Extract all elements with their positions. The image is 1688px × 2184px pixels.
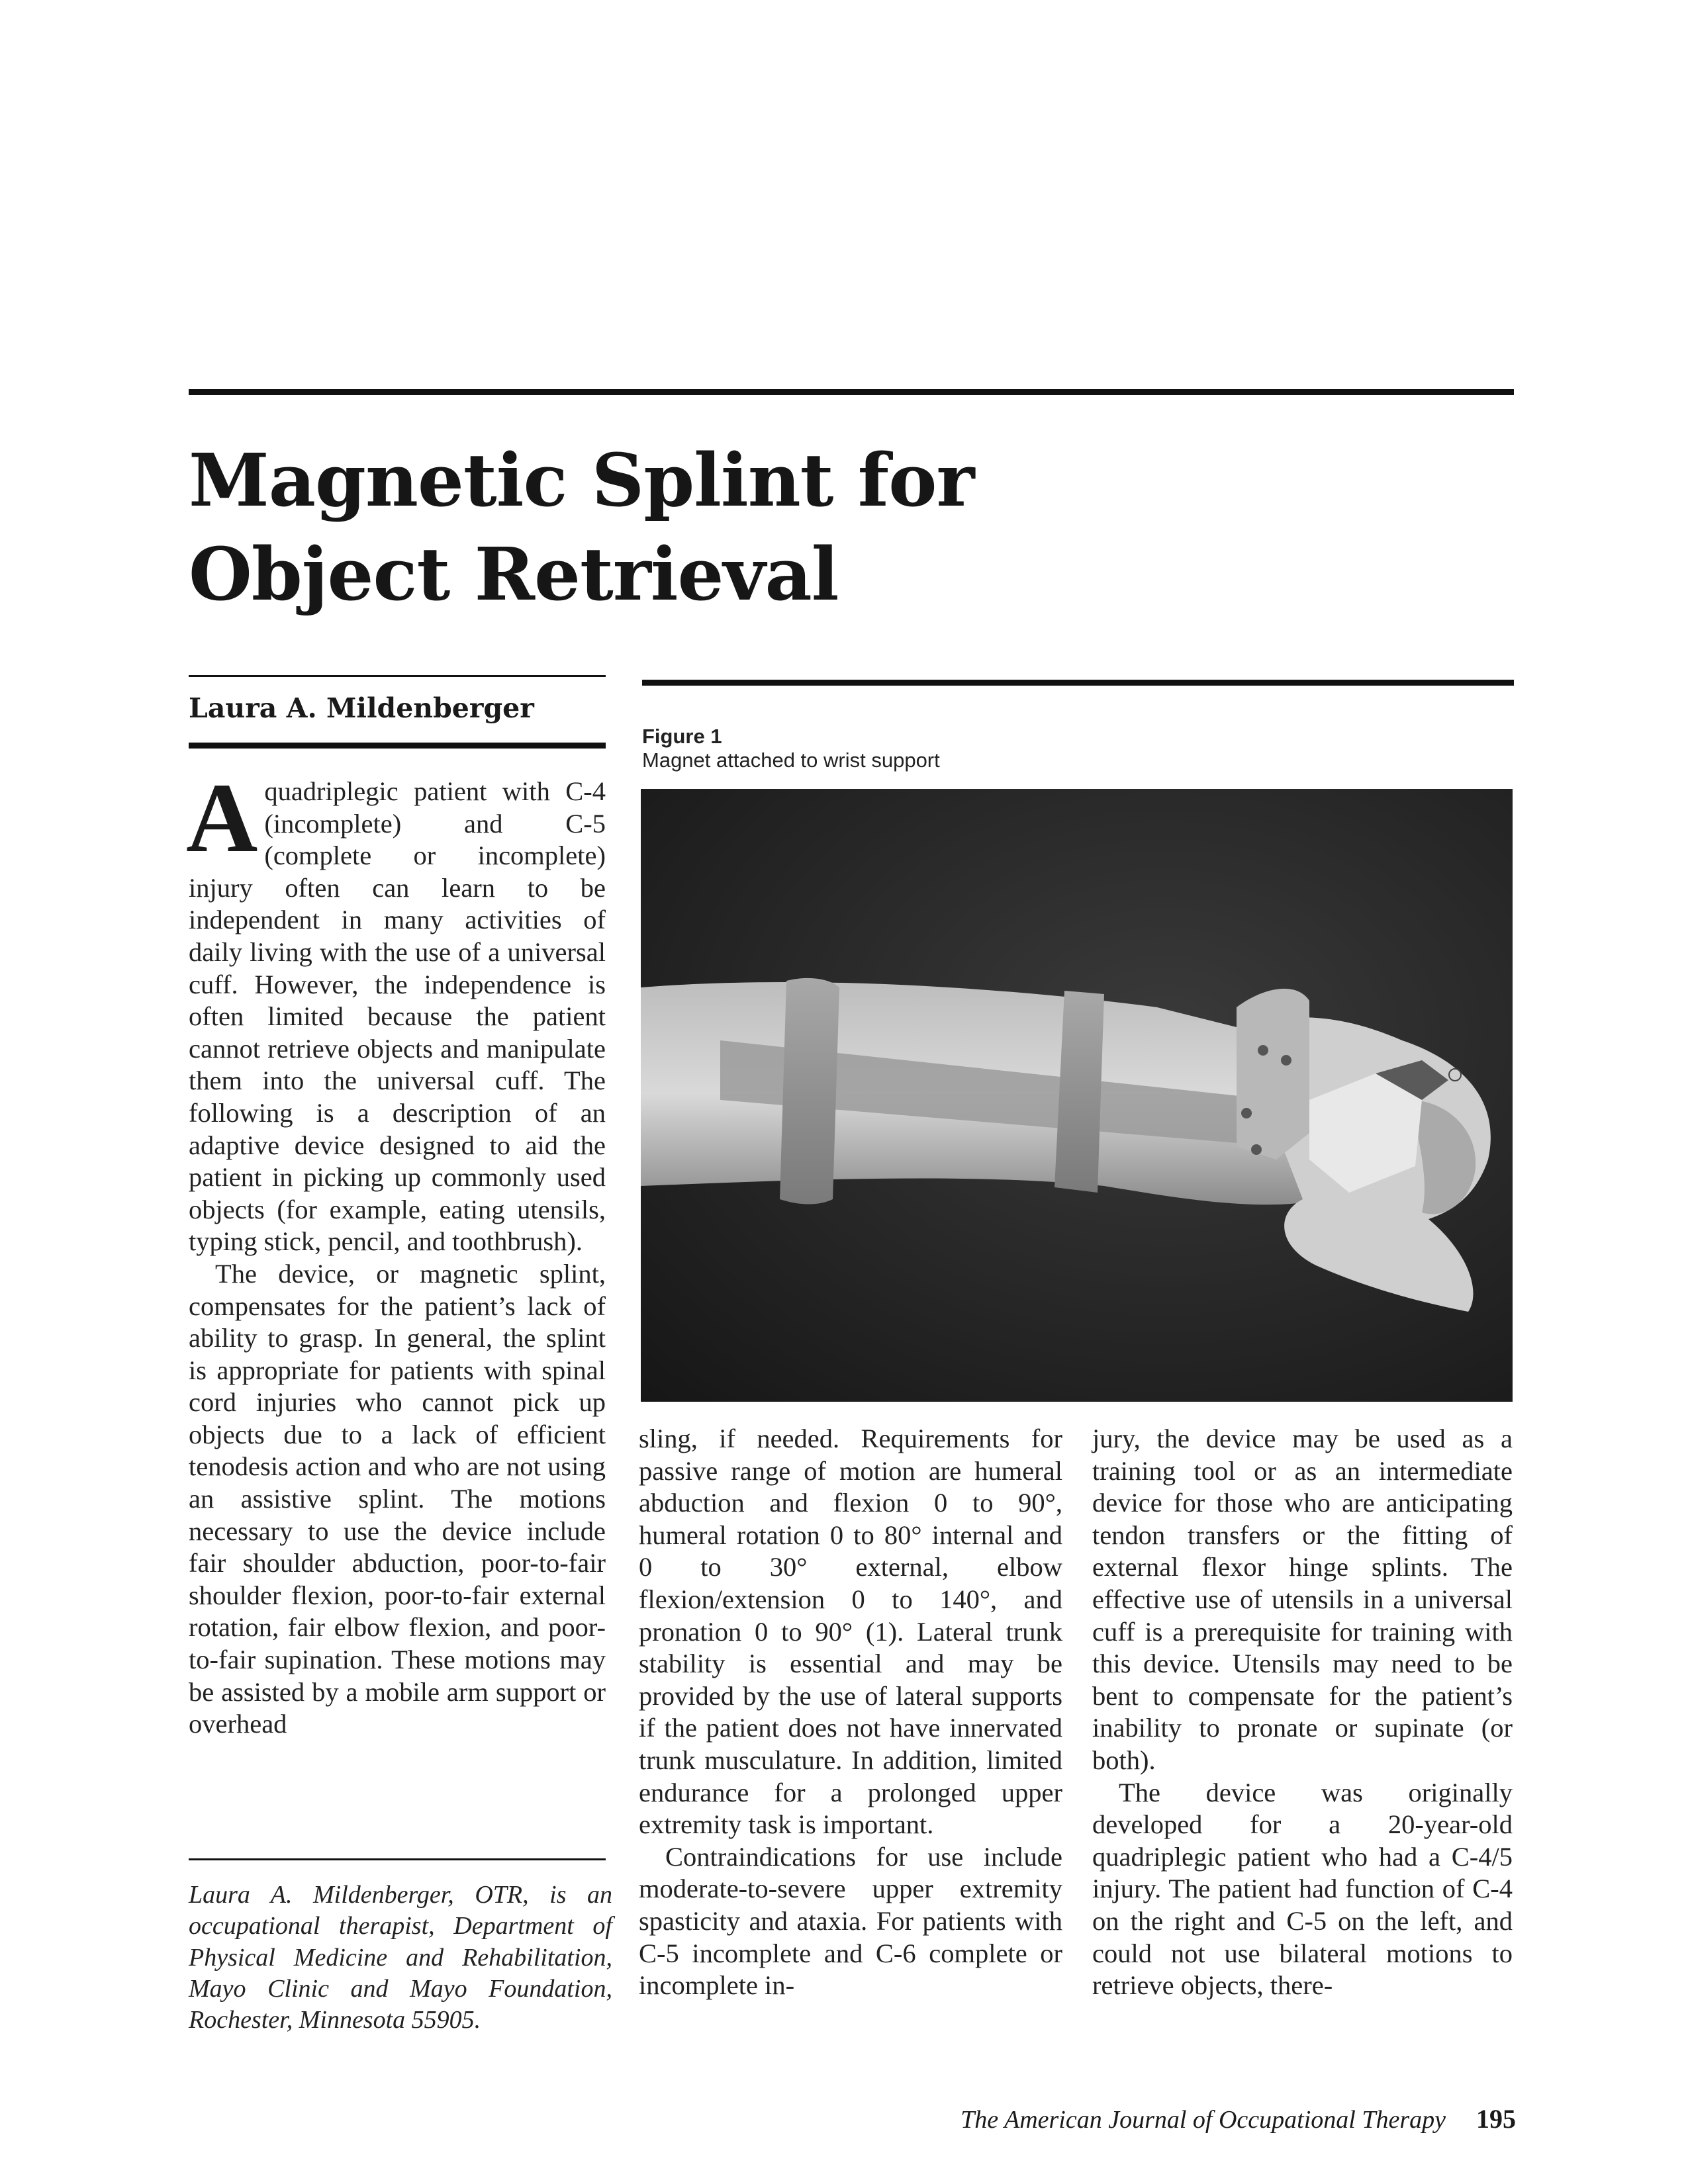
col2-paragraph-1: sling, if needed. Requirements for passive range of motion are humeral abduction and flexion 0 to 90°, humeral rotation 0 to 80° internal and 0 to 30° external, elbow flexion/extension 0 to 140°, and pronation 0 to 90° (1). Lateral trunk stability is essential and may be provided by the use of lateral supports if the patient does not have innervated trunk musculature. In addition, limited endurance for a prolonged upper extremity task is important.: [639, 1424, 1062, 1840]
title-line-1: Magnetic Splint for: [189, 437, 974, 523]
journal-name: The American Journal of Occupational Therapy: [961, 2106, 1446, 2134]
col1-paragraph-2: The device, or magnetic splint, compensates for the patient’s lack of ability to grasp. In general, the splint is appropriate for patients with spinal cord injuries who cannot pick up objects due to a lack of efficient tenodesis action and who are not using an assistive splint. The motions necessary to use the device include fair shoulder abduction, poor-to-fair shoulder flexion, poor-to-fair external rotation, fair elbow flexion, and poor-to-fair supination. These motions may be assisted by a mobile arm support or overhead: [189, 1258, 606, 1739]
figure-caption: Magnet attached to wrist support: [642, 749, 940, 772]
rivet: [1251, 1144, 1262, 1155]
article-title: [189, 433, 1248, 621]
drop-cap: A: [186, 763, 258, 873]
magnet-screw: [1449, 1069, 1461, 1081]
col1-paragraph-1: quadriplegic patient with C-4 (incomplete) and C-5 (complete or incomplete) injury often can learn to be independent in many activities of daily living with the use of a universal cuff. However, the independence is often limited because the patient cannot retrieve objects and manipulate them into the universal cuff. The following is a description of an adaptive device designed to aid the patient in picking up commonly used objects (for example, eating utensils, typing stick, pencil, and toothbrush).: [189, 776, 606, 1257]
figure-rule: [642, 680, 1514, 686]
col2-paragraph-2: Contraindications for use include moderate-to-severe upper extremity spasticity and ataxia. For patients with C-5 incomplete and C-6 complete or incomplete in-: [639, 1841, 1062, 2001]
rivet: [1281, 1055, 1291, 1066]
dorsal-plate: [1237, 989, 1309, 1160]
body-column-2: [639, 1423, 1062, 2002]
author-bottom-rule: [189, 743, 606, 749]
footnote-rule: [189, 1858, 606, 1860]
body-column-3: [1092, 1423, 1513, 2002]
figure-label: Figure 1: [642, 725, 722, 748]
author-name: Laura A. Mildenberger: [189, 692, 534, 724]
page-number: 195: [1476, 2104, 1516, 2134]
col3-paragraph-2: The device was originally developed for a 20-year-old quadriplegic patient who had a C-4/5 injury. The patient had function of C-4 on the right and C-5 on the left, and could not use bilateral motions to retrieve objects, there-: [1092, 1777, 1513, 2001]
title-line-2: Object Retrieval: [189, 531, 839, 617]
author-footnote: Laura A. Mildenberger, OTR, is an occupational therapist, Department of Physical Medicine and Rehabilitation, Mayo Clinic and Mayo Foundation, Rochester, Minnesota 55905.: [189, 1881, 612, 2034]
strap-1: [780, 978, 839, 1205]
figure-caption-block: [642, 725, 1503, 772]
rivet: [1258, 1045, 1268, 1056]
author-top-rule: [189, 675, 606, 677]
figure-photo: [641, 789, 1513, 1402]
body-column-1: [186, 763, 606, 1741]
top-rule: [189, 389, 1514, 395]
col3-paragraph-1: jury, the device may be used as a training tool or as an intermediate device for those who are anticipating tendon transfers or the fitting of external flexor hinge splints. The effective use of utensils in a universal cuff is a prerequisite for training with this device. Utensils may need to be bent to compensate for the patient’s inability to pronate or supinate (or both).: [1092, 1424, 1513, 1775]
running-footer: [900, 2103, 1516, 2136]
rivet: [1241, 1108, 1252, 1118]
